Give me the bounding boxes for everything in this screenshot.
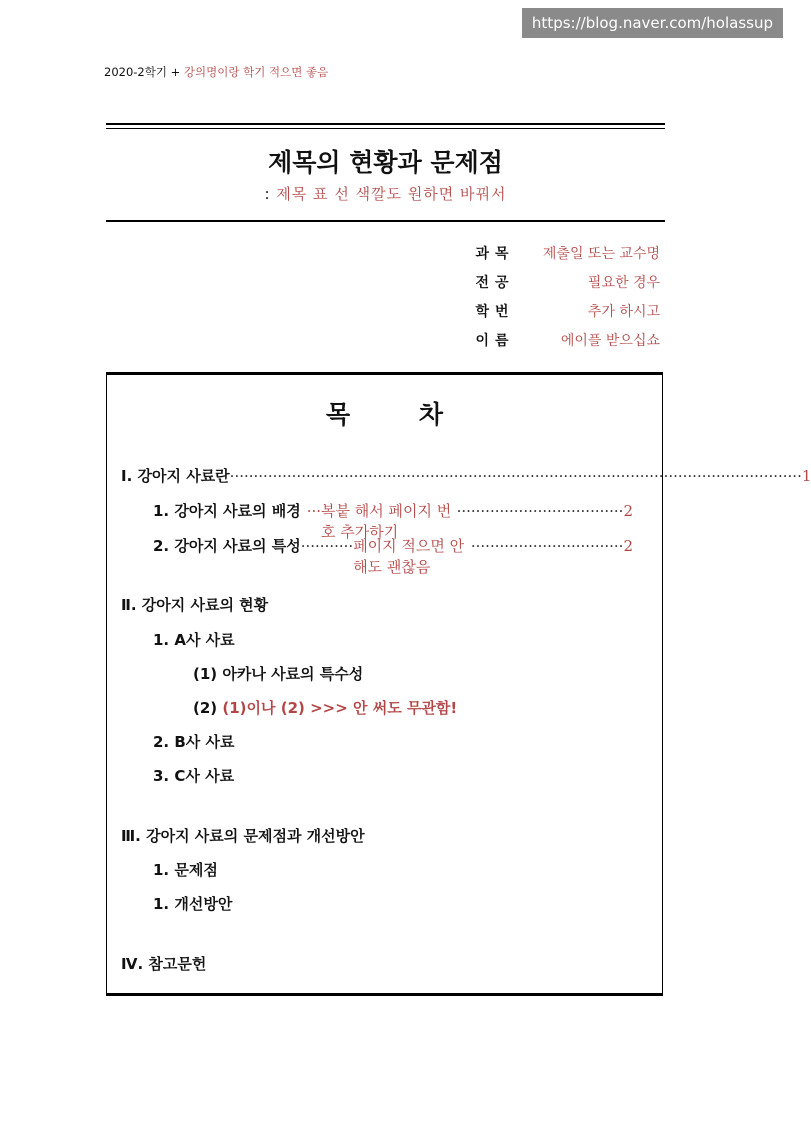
toc-entry-s3: Ⅲ. 강아지 사료의 문제점과 개선방안	[121, 827, 365, 845]
semester-note: 강의명이랑 학기 적으면 좋음	[183, 65, 329, 79]
toc-label: 2. 강아지 사료의 특성	[153, 537, 301, 555]
toc-prefix: (2)	[193, 699, 218, 717]
watermark-url: https://blog.naver.com/holassup	[522, 8, 783, 38]
toc-entry-s1	[121, 465, 811, 486]
document-subtitle	[106, 183, 665, 204]
page-number: 2	[623, 537, 633, 555]
toc-entry-s4: Ⅳ. 참고문헌	[121, 955, 207, 973]
subtitle-colon: :	[264, 185, 271, 203]
info-label: 이름	[475, 333, 515, 349]
title-rule-top	[106, 123, 665, 125]
toc-title: 목 차	[325, 400, 473, 429]
toc-note: (1)이나 (2) >>> 안 써도 무관함!	[222, 699, 458, 717]
semester-label: 2020-2학기	[104, 65, 167, 79]
info-row-student-id	[470, 301, 660, 330]
info-table	[470, 243, 660, 359]
info-row-major	[470, 272, 660, 301]
toc-entry-s2-1: 1. A사 사료	[153, 631, 235, 649]
info-value: 에이플 받으십쇼	[560, 333, 660, 349]
document-title: 제목의 현황과 문제점	[268, 148, 503, 177]
leader-dots: ························································································································	[229, 467, 802, 485]
toc-entry-s3-2: 1. 개선방안	[153, 895, 233, 913]
toc-entry-s3-1: 1. 문제점	[153, 861, 218, 879]
leader-dots: ································	[470, 537, 624, 555]
toc-entry-s2-2: 2. B사 사료	[153, 733, 235, 751]
info-row-subject	[470, 243, 660, 272]
title-rule-top-thin	[106, 128, 665, 129]
semester-line	[104, 64, 328, 80]
table-of-contents	[106, 372, 811, 996]
page-number: 1	[801, 467, 811, 485]
toc-entry-s2-3: 3. C사 사료	[153, 767, 235, 785]
toc-note: 페이지 적으면 안해도 괜찮음	[353, 537, 465, 576]
toc-label: 1. 강아지 사료의 배경	[153, 502, 301, 520]
toc-entry-s2-1-1: (1) 아카나 사료의 특수성	[193, 665, 364, 683]
info-label: 과목	[475, 246, 515, 262]
toc-entry-s2-1-2	[193, 697, 457, 718]
subtitle-text: 제목 표 선 색깔도 원하면 바꿔서	[276, 185, 507, 203]
info-value: 제출일 또는 교수명	[542, 246, 660, 262]
toc-entry-s1-2: 2. 강아지 사료의 특성 ··········· 페이지 적으면 안해도 괜찮음 ································ 2	[153, 537, 633, 576]
toc-entry-s1-1: 1. 강아지 사료의 배경 ··· 복붙 해서 페이지 번호 추가하기 ··································· 2	[153, 502, 633, 541]
plus-sign: +	[170, 65, 181, 79]
leader-dots: ···································	[456, 502, 624, 520]
info-row-name	[470, 330, 660, 359]
title-rule-bottom	[106, 220, 665, 222]
toc-label: Ⅰ. 강아지 사료란	[121, 467, 230, 485]
info-label: 학번	[475, 304, 515, 320]
toc-note: 복붙 해서 페이지 번호 추가하기	[321, 502, 452, 541]
info-value: 추가 하시고	[587, 304, 660, 320]
info-value: 필요한 경우	[587, 275, 660, 291]
page-number: 2	[623, 502, 633, 520]
info-label: 전공	[475, 275, 515, 291]
toc-entry-s2: Ⅱ. 강아지 사료의 현황	[121, 596, 269, 614]
